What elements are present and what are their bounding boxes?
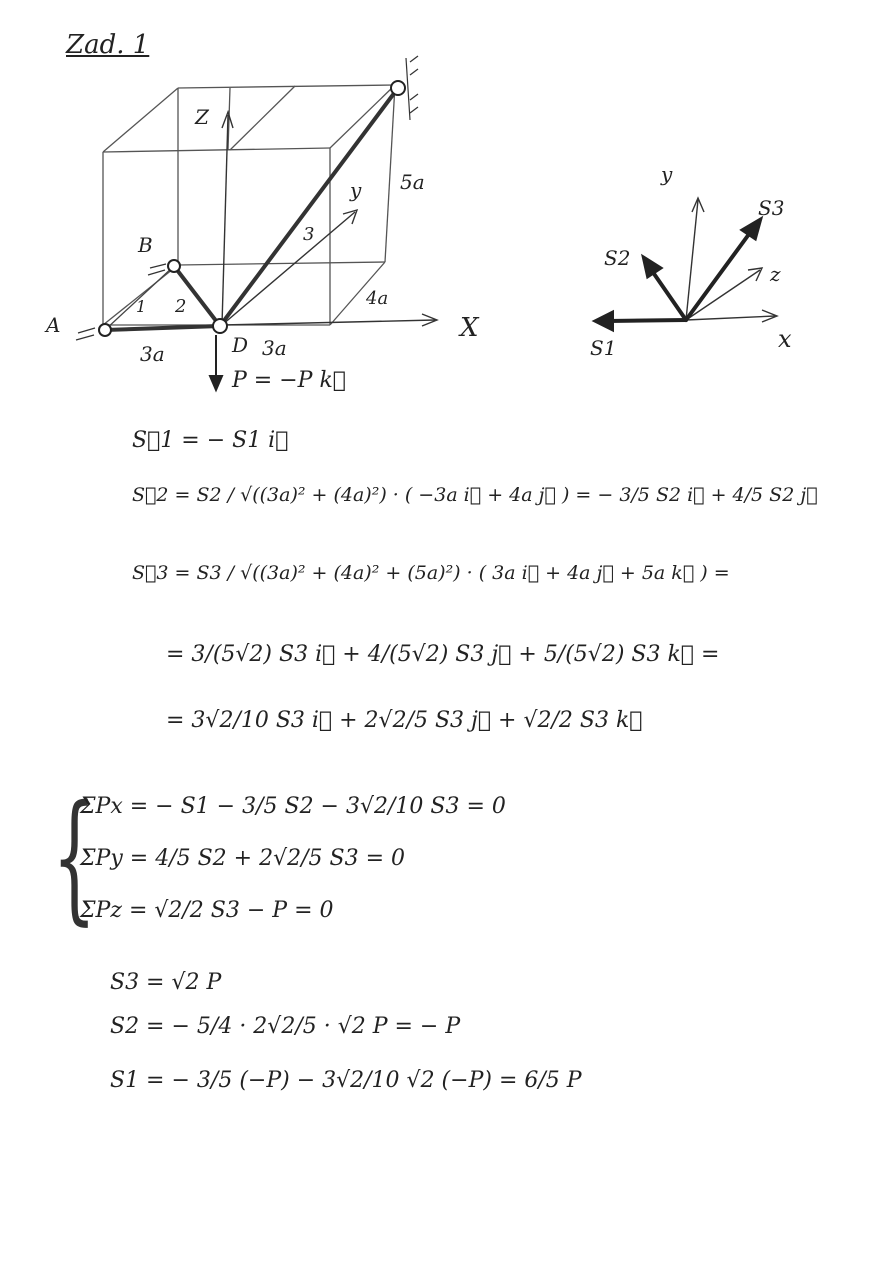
system-brace: {	[52, 776, 97, 939]
fd-force-s2-label: S2	[604, 246, 631, 270]
axis-y-label: y	[350, 178, 362, 202]
fd-force-s3-label: S3	[758, 196, 785, 220]
point-a-label: A	[46, 313, 61, 337]
equation-s3-expanded: = 3/(5√2) S3 i⃗ + 4/(5√2) S3 j⃗ + 5/(5√2) S3 k⃗ =	[166, 642, 720, 667]
solution-s3: S3 = √2 P	[110, 970, 222, 995]
dimension-height: 5a	[400, 170, 425, 194]
equation-s1: S⃗1 = − S1 i⃗	[132, 428, 289, 453]
fd-axis-x-label: x	[778, 325, 792, 353]
fd-force-s1-label: S1	[590, 336, 617, 360]
equation-s3: S⃗3 = S3 / √((3a)² + (4a)² + (5a)²) · ( 3a i⃗ + 4a j⃗ + 5a k⃗ ) =	[132, 562, 730, 584]
dimension-right: 3a	[262, 336, 287, 360]
dimension-depth: 4a	[366, 288, 389, 309]
fd-axis-y-label: y	[661, 162, 673, 186]
load-label: P = −P k⃗	[232, 368, 346, 393]
fd-axis-z-label: z	[770, 262, 781, 286]
axis-z-label: Z	[195, 105, 209, 129]
equation-sum-px: ΣPx = − S1 − 3/5 S2 − 3√2/10 S3 = 0	[80, 794, 506, 819]
equation-sum-pz: ΣPz = √2/2 S3 − P = 0	[80, 898, 334, 923]
solution-s1: S1 = − 3/5 (−P) − 3√2/10 √2 (−P) = 6/5 P	[110, 1068, 582, 1093]
solution-s2: S2 = − 5/4 · 2√2/5 · √2 P = − P	[110, 1014, 461, 1039]
equation-s2: S⃗2 = S2 / √((3a)² + (4a)²) · ( −3a i⃗ + 4a j⃗ ) = − 3/5 S2 i⃗ + 4/5 S2 j⃗	[132, 484, 818, 506]
dimension-left: 3a	[140, 342, 165, 366]
equation-sum-py: ΣPy = 4/5 S2 + 2√2/5 S3 = 0	[80, 846, 405, 871]
rod-3-label: 3	[303, 224, 315, 245]
axis-x-label: X	[460, 313, 479, 343]
point-b-label: B	[138, 233, 153, 257]
rod-2-label: 2	[175, 296, 187, 317]
equation-s3-simplified: = 3√2/10 S3 i⃗ + 2√2/5 S3 j⃗ + √2/2 S3 k⃗	[166, 708, 643, 733]
rod-1-label: 1	[136, 297, 147, 316]
page-title: Zad. 1	[66, 30, 150, 60]
point-d-label: D	[232, 333, 249, 357]
